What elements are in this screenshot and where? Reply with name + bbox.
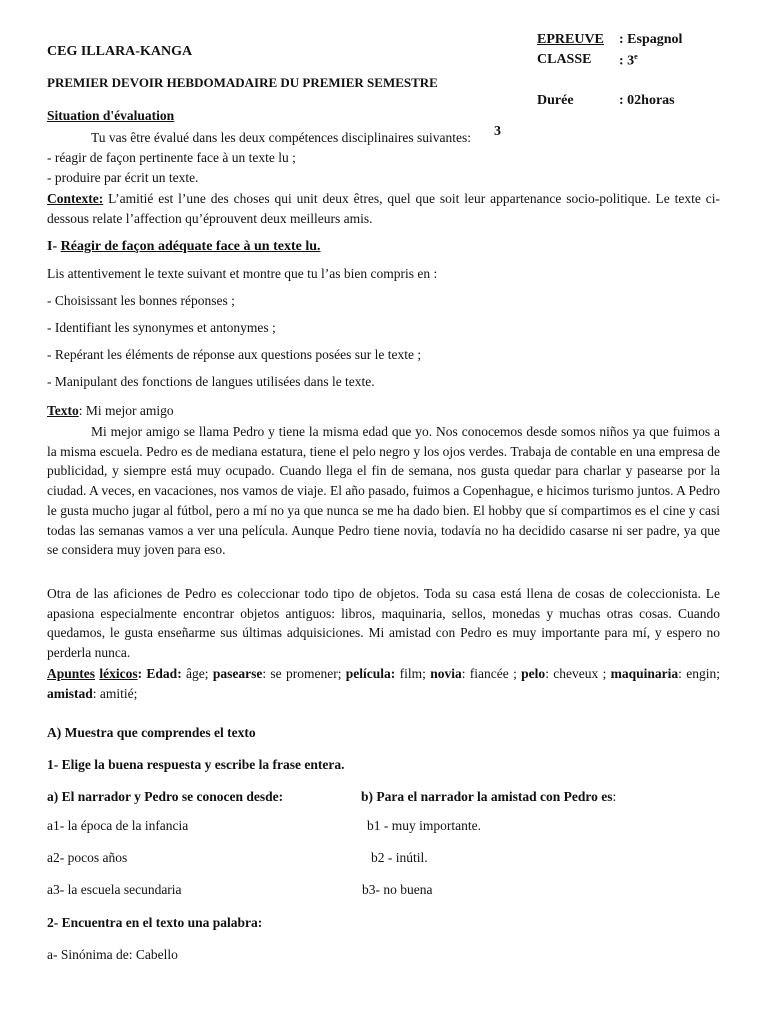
option-b1: b1 - muy importante. bbox=[367, 818, 481, 833]
texto-title: Texto: Mi mejor amigo bbox=[47, 403, 174, 418]
section1-item-1: - Choisissant les bonnes réponses ; bbox=[47, 293, 235, 308]
section1-instruction: Lis attentivement le texte suivant et montre que tu l’as bien compris en : bbox=[47, 266, 438, 281]
context-text: L’amitié est l’une des choses qui unit deux êtres, quel que soit leur appartenance socio-politique. Le texte ci-dessous relate l’affection qu’éprouvent deux meilleurs amis. bbox=[47, 191, 720, 226]
part-a-heading: A) Muestra que comprendes el texto bbox=[47, 725, 256, 740]
option-a1: a1- la época de la infancia bbox=[47, 818, 189, 833]
page-number: 3 bbox=[494, 124, 501, 139]
option-b2: b2 - inútil. bbox=[371, 850, 428, 865]
option-a2: a2- pocos años bbox=[47, 850, 128, 865]
texto-paragraph-2: Otra de las aficiones de Pedro es coleccionar todo tipo de objetos. Toda su casa está llena de cosas de coleccionista. Le apasiona especialmente encontrar objetos antiguos: libros, maquinaria, sellos, monedas y muchas otras cosas. Cuando quedamos, le gusta enseñarme sus últimas adquisiciones. Mi amistad con Pedro es muy importante para mí, y espero no perderla nunca. bbox=[47, 586, 720, 661]
option-a3: a3- la escuela secundaria bbox=[47, 882, 182, 897]
classe-value: : 3e bbox=[619, 52, 638, 69]
apuntes-lexicos: Apuntes léxicos: Edad: âge; pasearse: se promener; película: film; novia: fiancée ; pelo: cheveux ; maquinaria: engin; amistad: amitié; bbox=[47, 666, 720, 701]
competence-item-1: - réagir de façon pertinente face à un texte lu ; bbox=[47, 150, 296, 165]
section1-item-2: - Identifiant les synonymes et antonymes ; bbox=[47, 320, 276, 335]
competence-item-2: - produire par écrit un texte. bbox=[47, 170, 199, 185]
section1-item-4: - Manipulant des fonctions de langues utilisées dans le texte. bbox=[47, 374, 375, 389]
question-1b: b) Para el narrador la amistad con Pedro es: bbox=[361, 789, 617, 804]
section1-heading: I- Réagir de façon adéquate face à un texte lu. bbox=[47, 239, 321, 254]
context-label: Contexte: bbox=[47, 191, 104, 206]
classe-label: CLASSE bbox=[537, 52, 592, 67]
question-1a: a) El narrador y Pedro se conocen desde: bbox=[47, 789, 284, 804]
question-2a: a- Sinónima de: Cabello bbox=[47, 947, 178, 962]
duree-label: Durée bbox=[537, 93, 574, 108]
situation-heading: Situation d'évaluation bbox=[47, 108, 175, 123]
option-b3: b3- no buena bbox=[362, 882, 433, 897]
section1-item-3: - Repérant les éléments de réponse aux questions posées sur le texte ; bbox=[47, 347, 422, 362]
question-1: 1- Elige la buena respuesta y escribe la frase entera. bbox=[47, 757, 345, 772]
exam-title: PREMIER DEVOIR HEBDOMADAIRE DU PREMIER SEMESTRE bbox=[47, 75, 438, 90]
situation-intro: Tu vas être évalué dans les deux compétences disciplinaires suivantes: bbox=[91, 130, 472, 145]
school-name: CEG ILLARA-KANGA bbox=[47, 44, 193, 59]
question-2: 2- Encuentra en el texto una palabra: bbox=[47, 915, 263, 930]
context-paragraph bbox=[47, 189, 720, 228]
epreuve-value: : Espagnol bbox=[619, 32, 683, 47]
texto-paragraph-1: Mi mejor amigo se llama Pedro y tiene la misma edad que yo. Nos conocemos desde somos niños ya que fuimos a la misma escuela. Pedro es de mediana estatura, tiene el pelo negro y los ojos verdes. Trabaja de contable en una empresa de publicidad, y siempre está muy ocupado. Cuando llega el fin de semana, nos gusta quedar para charlar y pasearse por la ciudad. A veces, en vacaciones, nos vamos de viaje. El año pasado, fuimos a Copenhague, e hicimos turismo juntos. A Pedro le gusta mucho jugar al fútbol, pero a mí no ya que nunca se me ha dado bien. El hobby que sí compartimos es el cine y casi todas las semanas vamos a ver una película. Aunque Pedro tiene novia, todavía no ha decidido casarse ni ser padre, ya que se considera muy joven para eso. bbox=[47, 424, 720, 558]
epreuve-label: EPREUVE bbox=[537, 32, 604, 47]
classe-sup: e bbox=[634, 52, 638, 61]
duree-value: : 02horas bbox=[619, 93, 675, 108]
